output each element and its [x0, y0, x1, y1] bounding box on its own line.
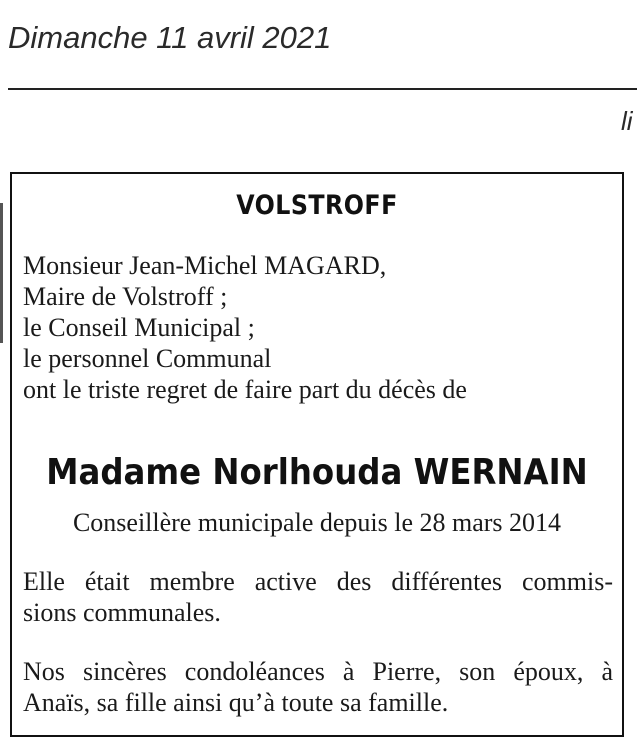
condolences-paragraph — [23, 656, 613, 718]
publication-date: Dimanche 11 avril 2021 — [8, 20, 332, 55]
intro-line: Maire de Volstroff ; — [23, 282, 228, 311]
intro-line: ont le triste regret de faire part du décès de — [23, 375, 467, 404]
deceased-role: Conseillère municipale depuis le 28 mars 2014 — [72, 508, 562, 537]
paragraph-line: Elle était membre active des différentes commis- — [23, 567, 613, 596]
intro-block — [23, 250, 467, 405]
page-edge-mark — [0, 203, 3, 343]
intro-line: le Conseil Municipal ; — [23, 313, 255, 342]
paragraph-line: Nos sincères condoléances à Pierre, son époux, à — [23, 657, 613, 686]
deceased-name: Madame Norlhouda WERNAIN — [46, 452, 588, 493]
intro-line: Monsieur Jean-Michel MAGARD, — [23, 251, 387, 280]
membership-paragraph — [23, 566, 613, 628]
paragraph-line: sions communales. — [23, 598, 221, 627]
cut-off-text-fragment: li — [621, 106, 633, 136]
header-divider — [8, 88, 637, 90]
obituary-notice — [10, 172, 624, 737]
paragraph-line: Anaïs, sa fille ainsi qu’à toute sa famille. — [23, 688, 449, 717]
town-heading: VOLSTROFF — [236, 190, 398, 221]
intro-line: le personnel Communal — [23, 344, 272, 373]
